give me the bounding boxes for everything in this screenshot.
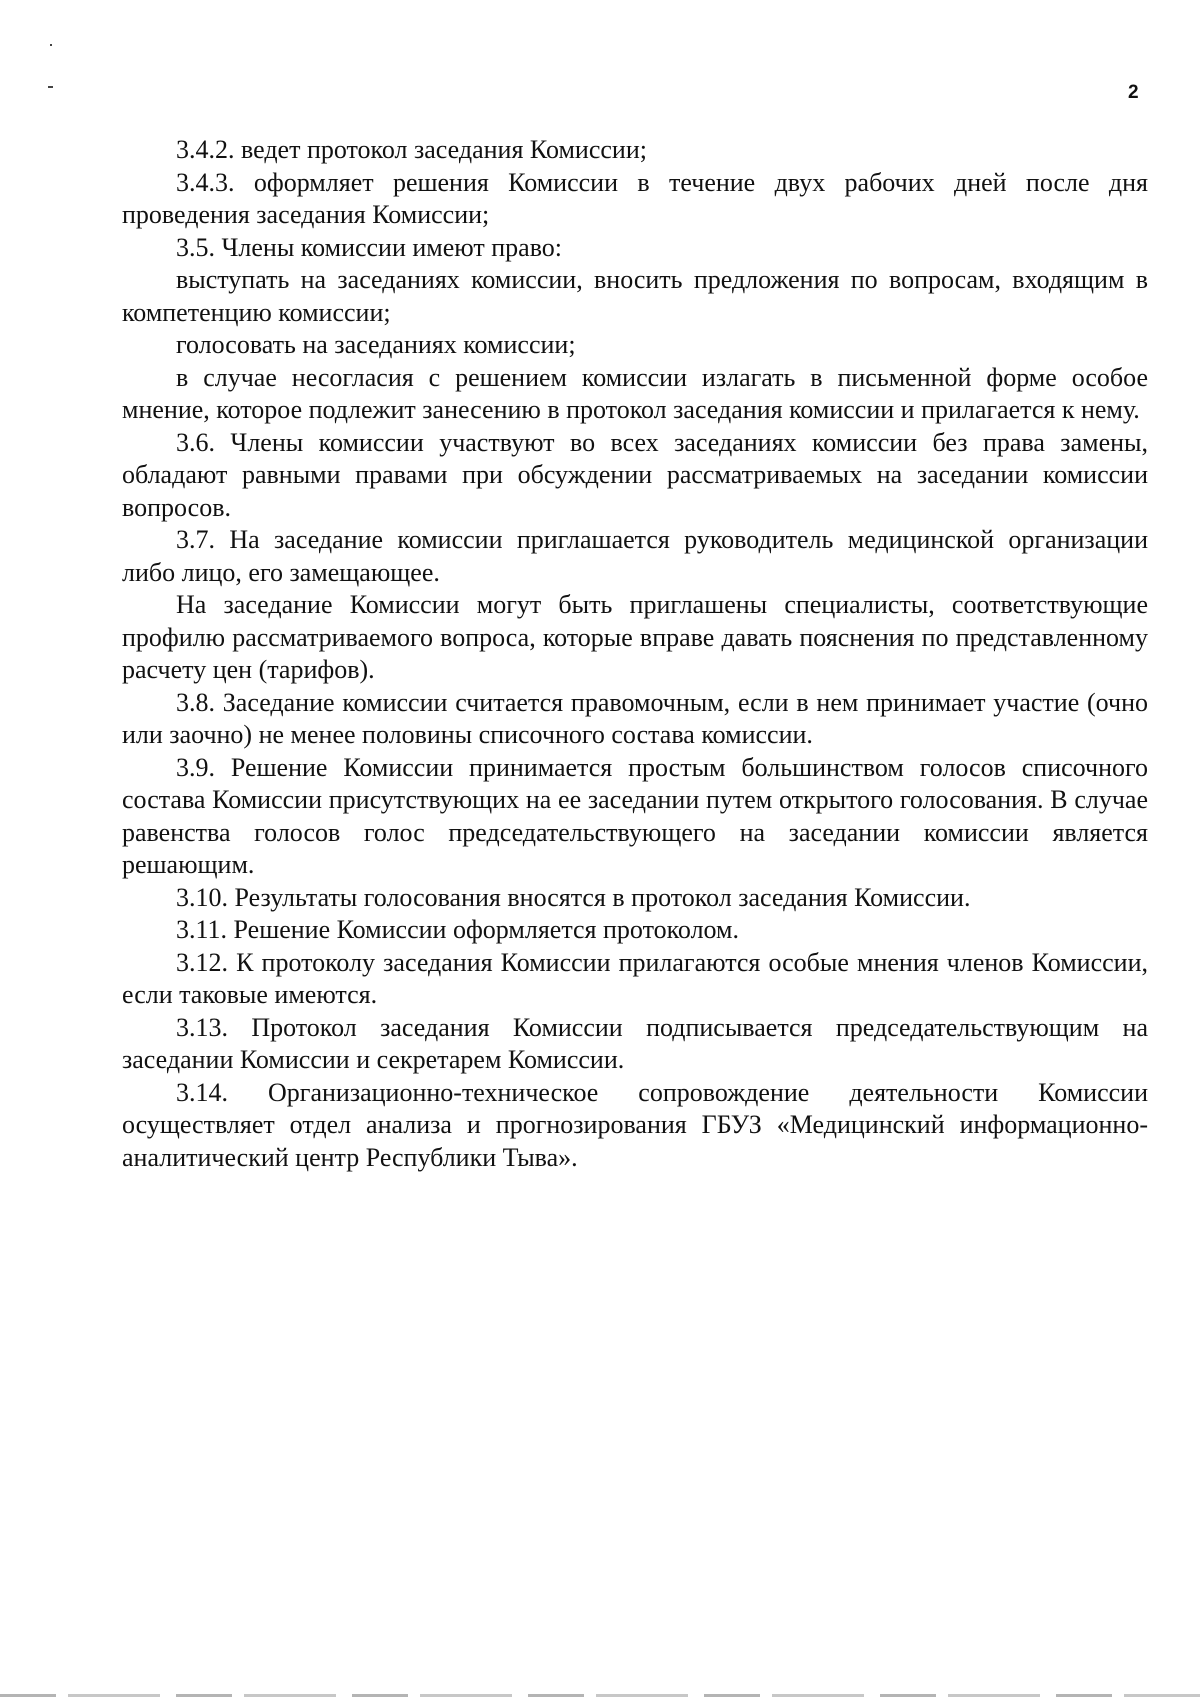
paragraph-3-13: 3.13. Протокол заседания Комиссии подписывается председательствующим на заседании Комиссии и секретарем Комиссии. [122,1012,1148,1074]
paragraph-3-10: 3.10. Результаты голосования вносятся в протокол заседания Комиссии. [176,882,971,912]
page-number: 2 [1128,82,1139,103]
paragraph-3-12: 3.12. К протоколу заседания Комиссии прилагаются особые мнения членов Комиссии, если таковые имеются. [122,947,1148,1009]
scan-artifact-dash [48,86,53,88]
paragraph-3-7: 3.7. На заседание комиссии приглашается руководитель медицинской организации либо лицо, его замещающее. [122,525,1148,587]
paragraph-right-vote: голосовать на заседаниях комиссии; [176,330,576,359]
paragraph-3-9: 3.9. Решение Комиссии принимается простым большинством голосов списочного состава Комиссии присутствующих на ее заседании путем открытого голосования. В случае равенства голосов голос председательствующего на заседании комиссии является решающим. [122,752,1148,879]
paragraph-specialists: На заседание Комиссии могут быть приглашены специалисты, соответствующие профилю рассматриваемого вопроса, которые вправе давать пояснения по представленному расчету цен (тарифов). [122,590,1148,684]
paragraph-3-5: 3.5. Члены комиссии имеют право: [176,232,563,262]
paragraph-3-8: 3.8. Заседание комиссии считается правомочным, если в нем принимает участие (очно или заочно) не менее половины списочного состава комиссии. [122,687,1148,749]
document-body [122,134,1148,1174]
paragraph-right-opinion: в случае несогласия с решением комиссии излагать в письменной форме особое мнение, которое подлежит занесению в протокол заседания комиссии и прилагается к нему. [122,362,1148,424]
paragraph-3-11: 3.11. Решение Комиссии оформляется протоколом. [176,915,739,944]
scan-artifact-dot [50,44,52,46]
paragraph-3-14: 3.14. Организационно-техническое сопровождение деятельности Комиссии осуществляет отдел анализа и прогнозирования ГБУЗ «Медицинский информационно-аналитический центр Республики Тыва». [122,1077,1148,1172]
paragraph-right-speak: выступать на заседаниях комиссии, вносить предложения по вопросам, входящим в компетенцию комиссии; [122,265,1148,327]
paragraph-3-4-2: 3.4.2. ведет протокол заседания Комиссии; [176,135,647,164]
paragraph-3-4-3: 3.4.3. оформляет решения Комиссии в течение двух рабочих дней после дня проведения заседания Комиссии; [122,167,1148,229]
paragraph-3-6: 3.6. Члены комиссии участвуют во всех заседаниях комиссии без права замены, обладают равными правами при обсуждении рассматриваемых на заседании комиссии вопросов. [122,427,1148,522]
scan-bottom-edge [0,1694,1200,1697]
